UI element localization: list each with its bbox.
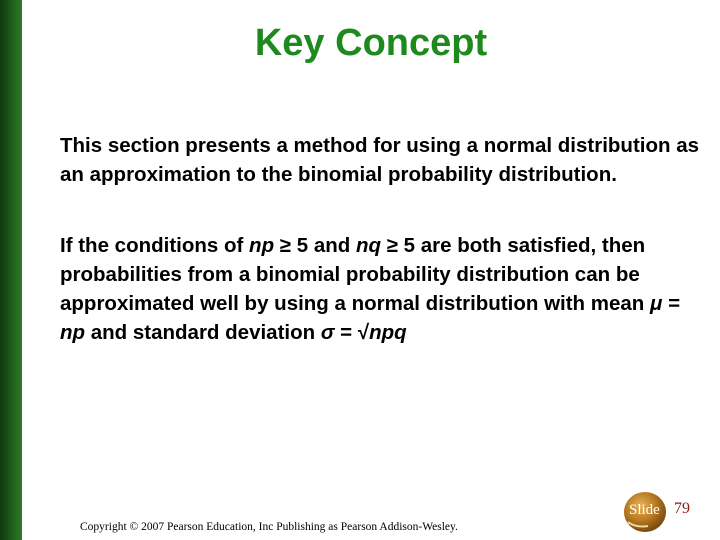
math-np-mean: np [60, 321, 86, 344]
math-sigma: σ [320, 321, 335, 344]
text-segment: ≥ 5 and [274, 234, 356, 257]
copyright-notice: Copyright © 2007 Pearson Education, Inc Publishing as Pearson Addison-Wesley. [80, 521, 458, 533]
left-sidebar-bar [0, 0, 22, 540]
text-segment: ≥ 5 are both satisfied, then probabilities from a binomial probability distribution can be approximated well by using a normal distribution with mean [60, 234, 651, 315]
text-segment: = [662, 292, 681, 315]
slide-label: Slide [629, 502, 660, 518]
text-segment: If the conditions of [60, 234, 250, 257]
math-mu: μ [650, 292, 663, 315]
math-npq: npq [369, 321, 407, 344]
math-np: np [249, 234, 275, 257]
text-segment: and standard deviation [85, 321, 321, 344]
intro-paragraph: This section presents a method for using a normal distribution as an approximation to the binomial probability distribution. [60, 134, 700, 186]
math-nq: nq [355, 234, 382, 257]
conditions-paragraph [60, 231, 700, 347]
slide-number: 79 [674, 500, 690, 517]
slide-title: Key Concept [254, 22, 488, 64]
text-segment: = √ [334, 321, 370, 344]
